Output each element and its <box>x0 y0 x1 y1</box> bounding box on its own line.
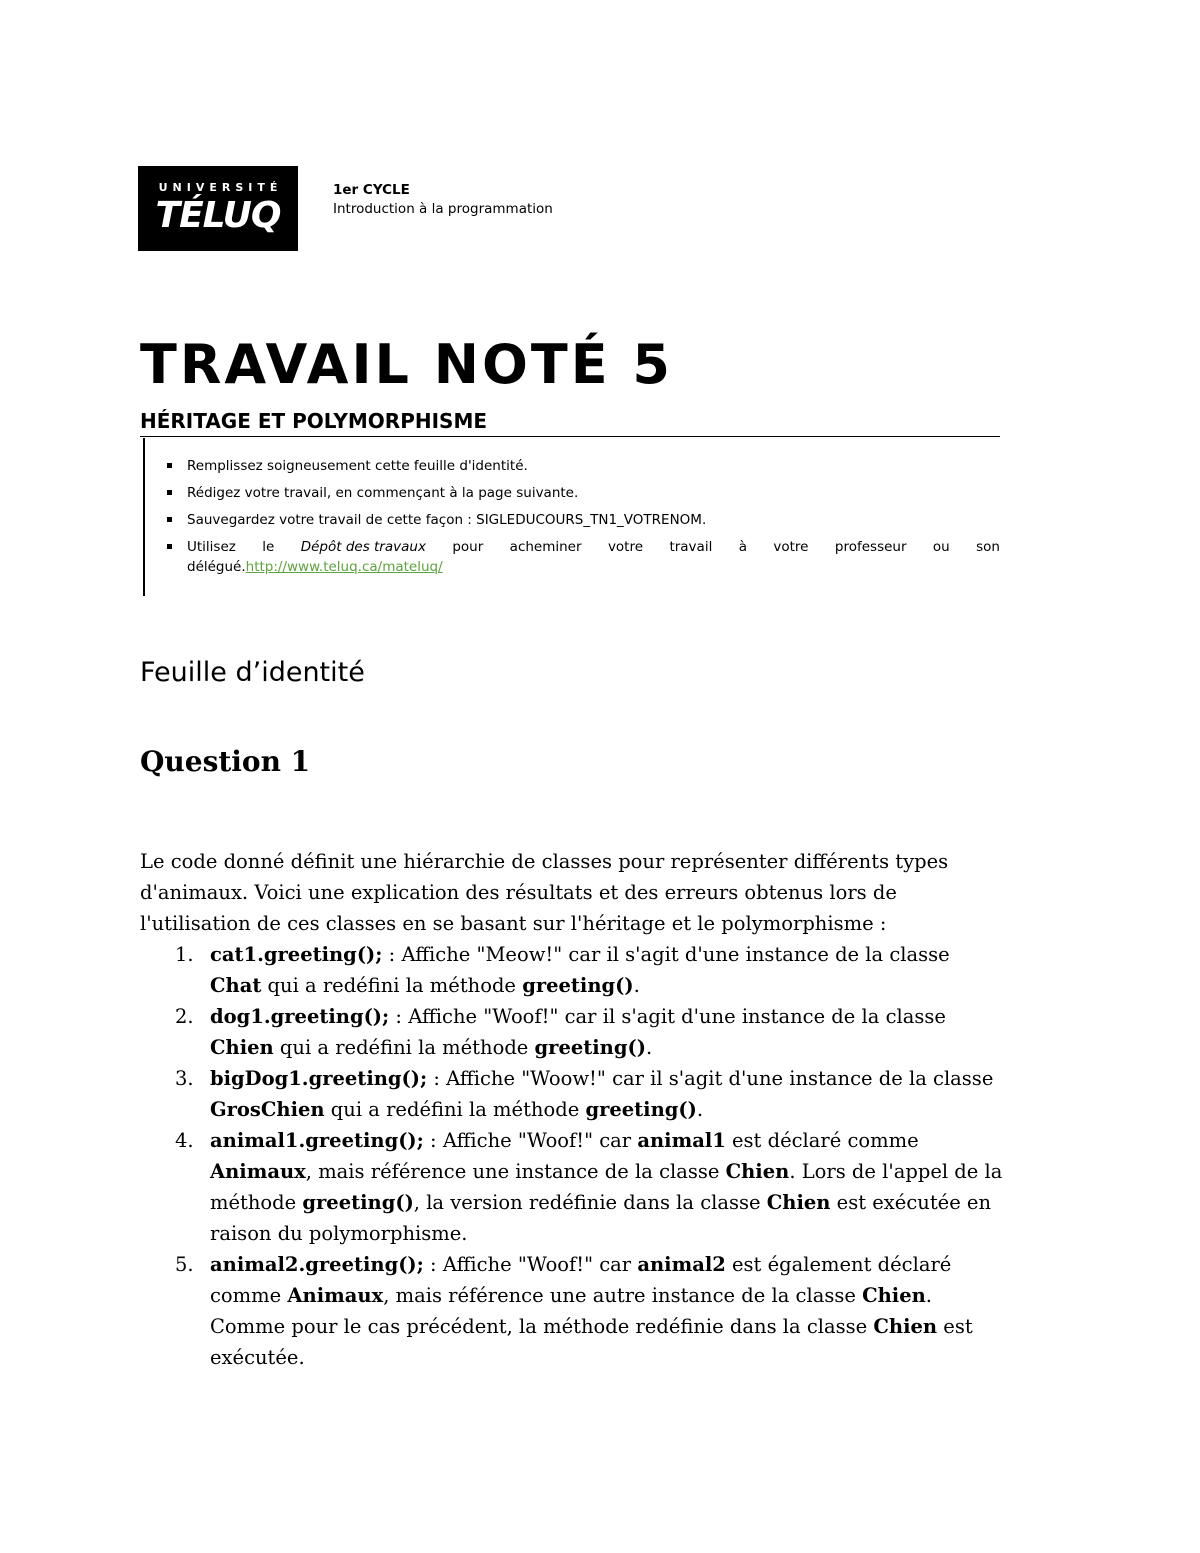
logo-university-text: UNIVERSITÉ <box>158 181 283 194</box>
page-title: TRAVAIL NOTÉ 5 <box>140 333 673 396</box>
instruction-line: Utilisez le Dépôt des travaux pour acheminer votre travail à votre professeur ou son <box>187 539 1000 555</box>
answers-list <box>140 939 1005 1373</box>
course-header <box>333 181 553 219</box>
list-item: 4. animal1.greeting(); : Affiche "Woof!" car animal1 est déclaré comme Animaux, mais référence une instance de la classe Chien. Lors de l'appel de la méthode greeting(), la version redéfinie dans la classe Chien est exécutée en raison du polymorphisme. <box>175 1129 1003 1245</box>
page-subtitle: HÉRITAGE ET POLYMORPHISME <box>140 409 488 433</box>
list-item: 1. cat1.greeting(); : Affiche "Meow!" car il s'agit d'une instance de la classe Chat qui a redéfini la méthode greeting(). <box>175 943 950 997</box>
teluq-logo <box>138 166 298 251</box>
question-title: Question 1 <box>140 745 311 778</box>
list-item: 2. dog1.greeting(); : Affiche "Woof!" car il s'agit d'une instance de la classe Chien qui a redéfini la méthode greeting(). <box>175 1005 946 1059</box>
list-item: 5. animal2.greeting(); : Affiche "Woof!" car animal2 est également déclaré comme Animaux, mais référence une autre instance de la classe Chien. Comme pour le cas précédent, la méthode redéfinie dans la classe Chien est exécutée. <box>175 1253 973 1369</box>
answer-body <box>140 846 1005 1373</box>
instruction-item: Rédigez votre travail, en commençant à la page suivante. <box>165 483 1000 503</box>
instructions-list <box>165 456 1000 584</box>
mateluq-link[interactable]: http://www.teluq.ca/mateluq/ <box>245 559 443 575</box>
title-divider <box>140 436 1000 437</box>
depot-des-travaux: Dépôt des travaux <box>300 539 426 555</box>
instruction-item: Sauvegardez votre travail de cette façon : SIGLEDUCOURS_TN1_VOTRENOM. <box>165 510 1000 530</box>
list-item: 3. bigDog1.greeting(); : Affiche "Woow!" car il s'agit d'une instance de la classe GrosChien qui a redéfini la méthode greeting(). <box>175 1067 994 1121</box>
instruction-item: Remplissez soigneusement cette feuille d'identité. <box>165 456 1000 476</box>
instruction-item <box>165 537 1000 577</box>
instructions-box <box>143 438 1000 596</box>
course-cycle: 1er CYCLE <box>333 182 410 198</box>
instruction-line-2: délégué.http://www.teluq.ca/mateluq/ <box>187 559 443 575</box>
intro-paragraph: Le code donné définit une hiérarchie de classes pour représenter différents types d'animaux. Voici une explication des résultats et des erreurs obtenus lors de l'utilisation de ces classes en se basant sur l'héritage et le polymorphisme : <box>140 850 949 935</box>
logo-teluq-text: TÉLUQ <box>155 195 281 236</box>
course-name: Introduction à la programmation <box>333 201 553 217</box>
section-title: Feuille d’identité <box>140 657 365 688</box>
